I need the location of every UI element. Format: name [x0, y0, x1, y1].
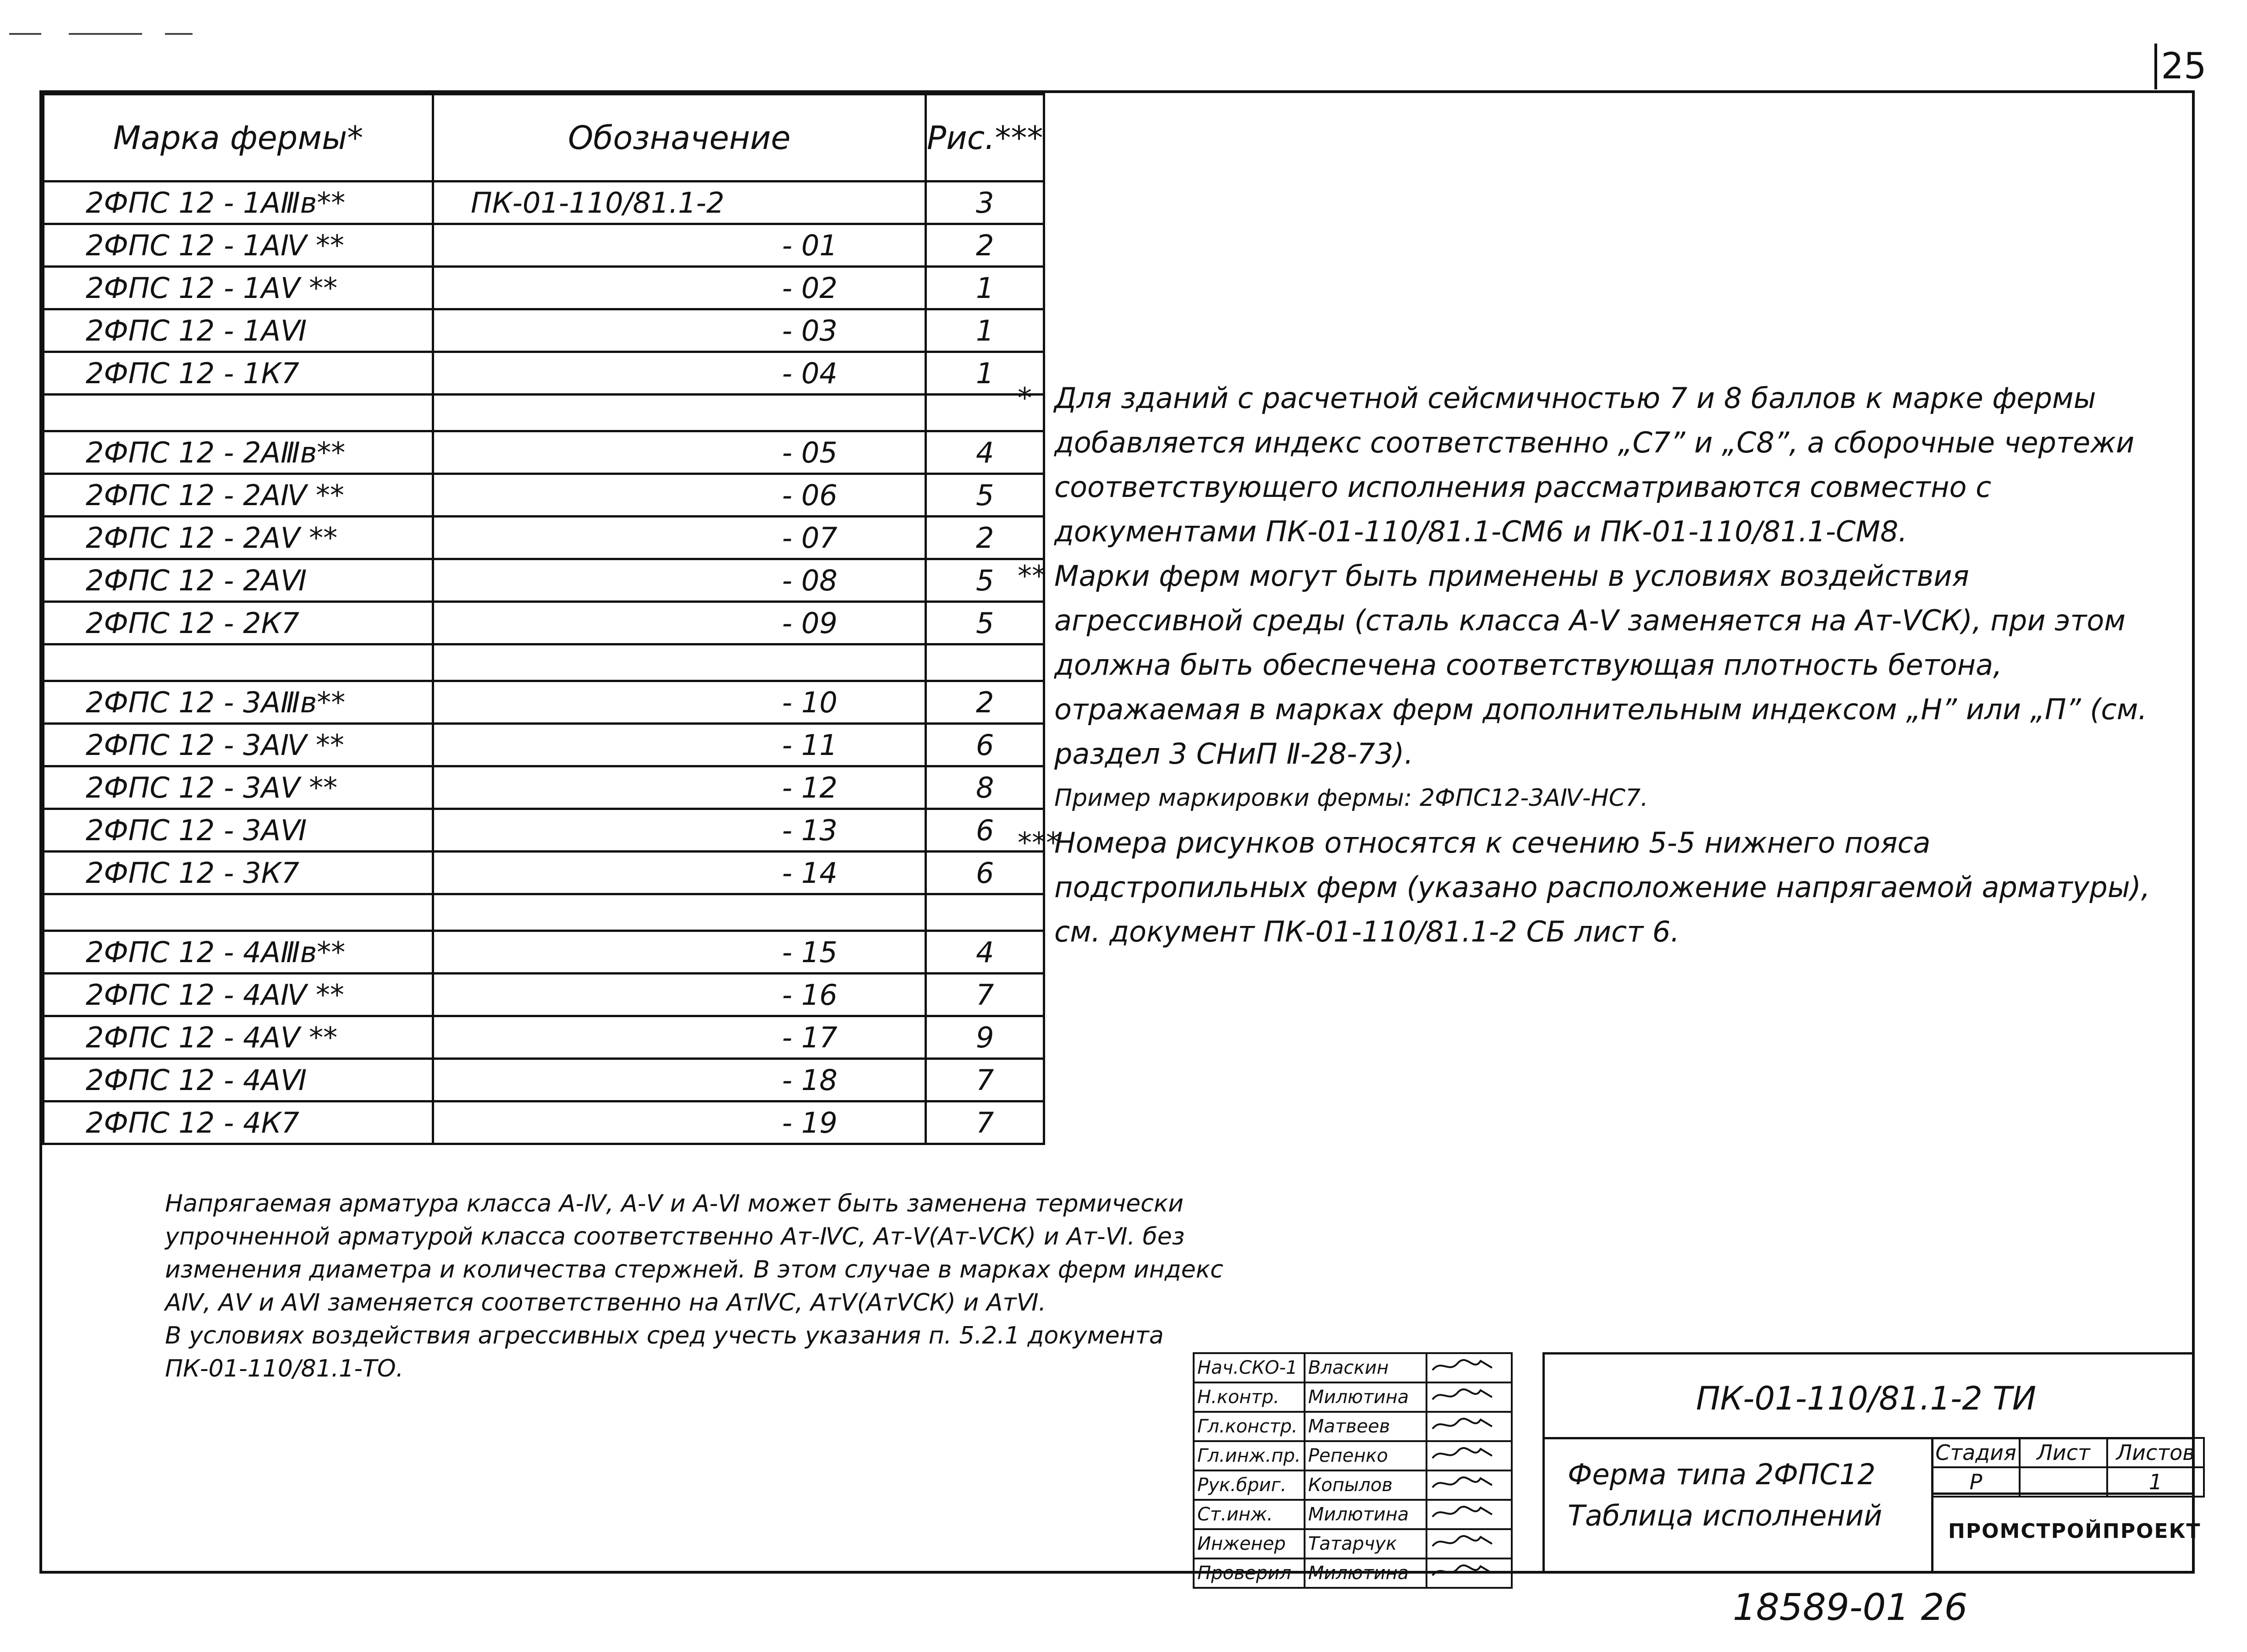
signature-mark	[1426, 1441, 1512, 1470]
signature-mark	[1426, 1500, 1512, 1529]
table-row	[44, 182, 1044, 224]
top-dash	[165, 33, 193, 35]
handwritten-signature-icon	[1430, 1386, 1494, 1404]
fig-cell: 4	[926, 431, 1044, 474]
signature-row	[1194, 1353, 1512, 1382]
fig-cell: 2	[926, 224, 1044, 267]
signature-row	[1194, 1412, 1512, 1441]
handwritten-signature-icon	[1430, 1474, 1494, 1492]
reinforcement-paragraph-1: Напрягаемая арматура класса А-Ⅳ, А-Ⅴ и А-Ⅵ может быть заменена термически упрочненной арматурой класса соответственно Ат-ⅣС, Ат-Ⅴ(Ат-ⅤСК) и Ат-Ⅵ. без изменения диаметра и количества стержней. В этом случае в марках ферм индекс АⅣ, АⅤ и АⅥ заменяется соответственно на АтⅣС, АтⅤ(АтⅤСК) и АтⅥ.	[165, 1190, 1223, 1316]
handwritten-signature-icon	[1430, 1503, 1494, 1521]
designation-cell: - 04	[433, 352, 926, 395]
designation-cell: - 16	[433, 974, 926, 1016]
fig-cell: 2	[926, 517, 1044, 559]
stage-table	[1931, 1437, 2205, 1498]
sheets-value: 1	[2107, 1467, 2204, 1497]
signature-name: Власкин	[1305, 1353, 1426, 1382]
top-dash	[69, 33, 142, 35]
table-row	[44, 1059, 1044, 1101]
note-3-marker: ***	[1018, 826, 1060, 859]
empty-cell	[926, 644, 1044, 681]
note-2-text: Марки ферм могут быть применены в условиях воздействия агрессивной среды (сталь класса А-Ⅴ заменяется на Ат-ⅤСК), при этом должна быть обеспечена соответствующая плотность бетона, отражаемая в марках ферм дополнительным индексом „Н” или „П” (см. раздел 3 СНиП Ⅱ-28-73).	[1054, 559, 2148, 771]
mark-cell: 2ФПС 12 - 4АⅢв**	[44, 931, 433, 974]
signature-row	[1194, 1470, 1512, 1500]
table-row	[44, 517, 1044, 559]
signature-role: Рук.бриг.	[1194, 1470, 1305, 1500]
fig-cell: 7	[926, 974, 1044, 1016]
empty-cell	[433, 395, 926, 431]
mark-cell: 2ФПС 12 - 4АⅥ	[44, 1059, 433, 1101]
table-gap-row	[44, 894, 1044, 931]
note-2-example: Пример маркировки фермы: 2ФПС12-3АⅣ-НС7.	[1054, 784, 1648, 812]
empty-cell	[433, 894, 926, 931]
mark-cell: 2ФПС 12 - 3АⅤ **	[44, 766, 433, 809]
signature-row	[1194, 1558, 1512, 1588]
note-2-marker: **	[1018, 559, 1046, 593]
fig-cell: 1	[926, 352, 1044, 395]
title-line-1: Ферма типа 2ФПС12	[1568, 1458, 1876, 1491]
designation-cell: - 17	[433, 1016, 926, 1059]
table-row	[44, 352, 1044, 395]
mark-cell: 2ФПС 12 - 1К7	[44, 352, 433, 395]
signature-role: Н.контр.	[1194, 1382, 1305, 1412]
signature-name: Матвеев	[1305, 1412, 1426, 1441]
designation-cell: ПК-01-110/81.1-2	[433, 182, 926, 224]
header-designation: Обозначение	[433, 94, 926, 182]
empty-cell	[44, 644, 433, 681]
handwritten-signature-icon	[1430, 1444, 1494, 1463]
note-3-text: Номера рисунков относятся к сечению 5-5 нижнего пояса подстропильных ферм (указано расположение напрягаемой арматуры), см. документ ПК-01-110/81.1-2 СБ лист 6.	[1054, 826, 2150, 948]
notes	[1018, 376, 2154, 954]
archive-number: 18589-01 26	[1733, 1586, 1968, 1629]
designation-cell: - 11	[433, 724, 926, 766]
signature-mark	[1426, 1470, 1512, 1500]
note-2	[1018, 554, 2154, 776]
mark-cell: 2ФПС 12 - 4К7	[44, 1101, 433, 1144]
signature-name: Милютина	[1305, 1500, 1426, 1529]
fig-cell: 5	[926, 602, 1044, 644]
designation-cell: - 10	[433, 681, 926, 724]
note-3	[1018, 820, 2154, 954]
truss-table	[42, 93, 1045, 1145]
fig-cell: 5	[926, 474, 1044, 517]
table-row	[44, 474, 1044, 517]
fig-cell: 2	[926, 681, 1044, 724]
empty-cell	[44, 395, 433, 431]
signature-role: Ст.инж.	[1194, 1500, 1305, 1529]
fig-cell: 5	[926, 559, 1044, 602]
signature-name: Милютина	[1305, 1382, 1426, 1412]
mark-cell: 2ФПС 12 - 2АⅤ **	[44, 517, 433, 559]
sheet-header: Лист	[2020, 1438, 2107, 1467]
signature-role: Гл.инж.пр.	[1194, 1441, 1305, 1470]
mark-cell: 2ФПС 12 - 4АⅤ **	[44, 1016, 433, 1059]
designation-cell: - 05	[433, 431, 926, 474]
mark-cell: 2ФПС 12 - 2АⅢв**	[44, 431, 433, 474]
handwritten-signature-icon	[1430, 1562, 1494, 1580]
table-row	[44, 309, 1044, 352]
mark-cell: 2ФПС 12 - 1АⅣ **	[44, 224, 433, 267]
signature-row	[1194, 1382, 1512, 1412]
note-1	[1018, 376, 2154, 554]
mark-cell: 2ФПС 12 - 2АⅣ **	[44, 474, 433, 517]
fig-cell: 1	[926, 267, 1044, 309]
signature-mark	[1426, 1353, 1512, 1382]
fig-cell: 7	[926, 1059, 1044, 1101]
signature-mark	[1426, 1558, 1512, 1588]
mark-cell: 2ФПС 12 - 1АⅢв**	[44, 182, 433, 224]
designation-cell: - 09	[433, 602, 926, 644]
mark-cell: 2ФПС 12 - 2К7	[44, 602, 433, 644]
designation-cell: - 12	[433, 766, 926, 809]
fig-cell: 3	[926, 182, 1044, 224]
designation-cell: - 18	[433, 1059, 926, 1101]
table-row	[44, 559, 1044, 602]
table-gap-row	[44, 395, 1044, 431]
fig-cell: 6	[926, 852, 1044, 894]
signature-role: Гл.констр.	[1194, 1412, 1305, 1441]
table-row	[44, 1101, 1044, 1144]
designation-cell: - 03	[433, 309, 926, 352]
designation-cell: - 02	[433, 267, 926, 309]
designation-cell: - 08	[433, 559, 926, 602]
reinforcement-paragraph-2: В условиях воздействия агрессивных сред учесть указания п. 5.2.1 документа ПК-01-110/81.1-ТО.	[165, 1322, 1164, 1382]
signature-row	[1194, 1441, 1512, 1470]
note-1-text: Для зданий с расчетной сейсмичностью 7 и 8 баллов к марке фермы добавляется индекс соответственно „С7” и „С8”, а сборочные чертежи соответствующего исполнения рассматриваются совместно с документами ПК-01-110/81.1-СМ6 и ПК-01-110/81.1-СМ8.	[1054, 381, 2135, 548]
handwritten-signature-icon	[1430, 1356, 1494, 1375]
table-gap-row	[44, 644, 1044, 681]
table-row	[44, 724, 1044, 766]
mark-cell: 2ФПС 12 - 3К7	[44, 852, 433, 894]
signature-role: Нач.СКО-1	[1194, 1353, 1305, 1382]
header-mark: Марка фермы*	[44, 94, 433, 182]
stage-value: Р	[1932, 1467, 2020, 1497]
title-line-2: Таблица исполнений	[1568, 1499, 1883, 1532]
table-row	[44, 852, 1044, 894]
table-row	[44, 602, 1044, 644]
table-row	[44, 267, 1044, 309]
organization: ПРОМСТРОЙПРОЕКТ	[1948, 1520, 2201, 1543]
mark-cell: 2ФПС 12 - 4АⅣ **	[44, 974, 433, 1016]
mark-cell: 2ФПС 12 - 3АⅥ	[44, 809, 433, 852]
fig-cell: 7	[926, 1101, 1044, 1144]
signature-name: Копылов	[1305, 1470, 1426, 1500]
note-1-marker: *	[1018, 381, 1032, 415]
table-row	[44, 681, 1044, 724]
fig-cell: 4	[926, 931, 1044, 974]
empty-cell	[926, 894, 1044, 931]
fig-cell: 8	[926, 766, 1044, 809]
mark-cell: 2ФПС 12 - 3АⅢв**	[44, 681, 433, 724]
signature-table	[1193, 1352, 1513, 1589]
table-row	[44, 809, 1044, 852]
designation-cell: - 07	[433, 517, 926, 559]
table-row	[44, 974, 1044, 1016]
empty-cell	[433, 644, 926, 681]
top-dash	[9, 33, 41, 35]
fig-cell: 6	[926, 724, 1044, 766]
designation-cell: - 19	[433, 1101, 926, 1144]
table-row	[44, 224, 1044, 267]
reinforcement-note	[46, 1187, 1238, 1385]
signature-row	[1194, 1529, 1512, 1558]
handwritten-signature-icon	[1430, 1415, 1494, 1433]
mark-cell: 2ФПС 12 - 1АⅤ **	[44, 267, 433, 309]
designation-cell: - 15	[433, 931, 926, 974]
table-row	[44, 931, 1044, 974]
signature-name: Милютина	[1305, 1558, 1426, 1588]
signature-role: Инженер	[1194, 1529, 1305, 1558]
signature-row	[1194, 1500, 1512, 1529]
designation-cell: - 01	[433, 224, 926, 267]
designation-cell: - 13	[433, 809, 926, 852]
mark-cell: 2ФПС 12 - 1АⅥ	[44, 309, 433, 352]
mark-cell: 2ФПС 12 - 2АⅥ	[44, 559, 433, 602]
signature-role: Проверил	[1194, 1558, 1305, 1588]
signature-mark	[1426, 1382, 1512, 1412]
table-row	[44, 431, 1044, 474]
designation-cell: - 06	[433, 474, 926, 517]
empty-cell	[44, 894, 433, 931]
signature-mark	[1426, 1529, 1512, 1558]
sheets-header: Листов	[2107, 1438, 2204, 1467]
page-number: 25	[2154, 44, 2210, 89]
signature-name: Татарчук	[1305, 1529, 1426, 1558]
header-fig: Рис.***	[926, 94, 1044, 182]
fig-cell: 1	[926, 309, 1044, 352]
table-row	[44, 766, 1044, 809]
stage-header: Стадия	[1932, 1438, 2020, 1467]
fig-cell: 9	[926, 1016, 1044, 1059]
handwritten-signature-icon	[1430, 1532, 1494, 1551]
document-code: ПК-01-110/81.1-2 ТИ	[1696, 1380, 2037, 1417]
signature-name: Репенко	[1305, 1441, 1426, 1470]
mark-cell: 2ФПС 12 - 3АⅣ **	[44, 724, 433, 766]
table-row	[44, 1016, 1044, 1059]
designation-cell: - 14	[433, 852, 926, 894]
fig-cell: 6	[926, 809, 1044, 852]
signature-mark	[1426, 1412, 1512, 1441]
